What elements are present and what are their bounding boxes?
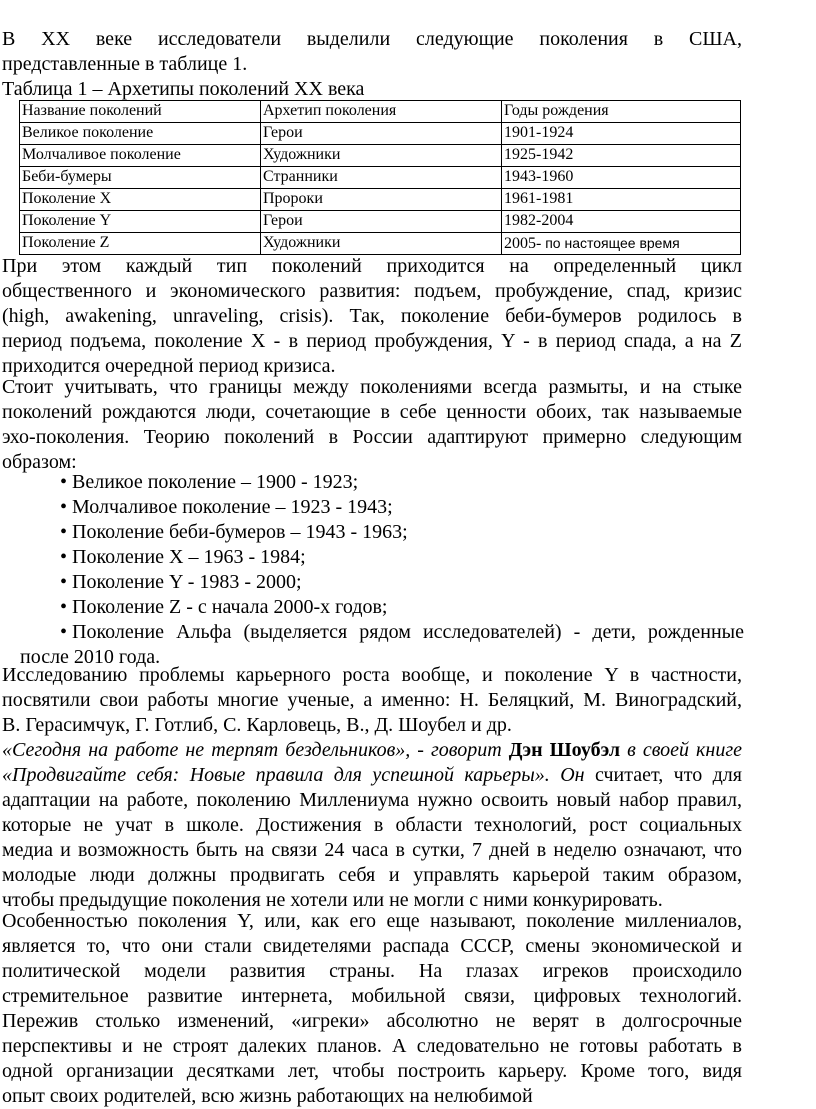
bullet-icon: •	[60, 596, 68, 618]
bullet-icon: •	[60, 471, 68, 493]
table-header-cell: Годы рождения	[502, 101, 741, 123]
text-line: период подъема, поколение X - в период пробуждения, Y - в период спада, а на Z	[2, 330, 742, 352]
quote-text: в своей книге	[620, 739, 743, 761]
text-line: одной организации десятками лет, чтобы построить карьеру. Кроме того, видя	[2, 1060, 742, 1082]
list-item: • Поколение Альфа (выделяется рядом исследователей) - дети, рожденные	[60, 621, 744, 643]
table-cell: Поколение X	[20, 189, 261, 211]
paragraph-boundaries	[2, 375, 742, 475]
generations-list	[2, 470, 744, 670]
table-cell: 1925-1942	[502, 145, 741, 167]
text-line: В. Герасимчук, Г. Готлиб, С. Карловець, В., Д. Шоубел и др.	[2, 714, 512, 736]
list-item: • Поколение X – 1963 - 1984;	[60, 546, 306, 568]
text-line: поколений рождаются люди, сочетающие в себе ценности обоих, так называемые	[2, 401, 742, 423]
text-line: общественного и экономического развития: подъем, пробуждение, спад, кризис	[2, 280, 742, 302]
list-item: • Поколение беби-бумеров – 1943 - 1963;	[60, 521, 408, 543]
text-line: политической модели развития страны. На глазах игреков происходило	[2, 960, 742, 982]
table-header-cell: Архетип поколения	[261, 101, 502, 123]
intro-line: представленные в таблице 1.	[2, 53, 248, 75]
text-line	[2, 738, 742, 763]
table-row	[20, 123, 741, 145]
table-cell: Художники	[261, 145, 502, 167]
table-cell: Поколение Y	[20, 211, 261, 233]
book-title: «Продвигайте себя: Новые правила для успешной карьеры». Он	[2, 764, 585, 786]
text-line: чтобы предыдущие поколения не хотели или не могли с ними конкурировать.	[2, 889, 663, 911]
table-cell: Художники	[261, 233, 502, 255]
table-row	[20, 167, 741, 189]
paragraph-research	[2, 663, 742, 738]
table-row	[20, 211, 741, 233]
bullet-icon: •	[60, 621, 68, 643]
list-item-continuation: после 2010 года.	[20, 646, 161, 668]
table-caption: Таблица 1 – Архетипы поколений XX века	[2, 78, 365, 100]
table-cell: 1901-1924	[502, 123, 741, 145]
years-suffix: по настоящее время	[541, 235, 680, 251]
text-line: (high, awakening, unraveling, crisis). Так, поколение беби-бумеров родилось в	[2, 305, 742, 327]
text-line: «Продвигайте себя: Новые правила для успешной карьеры». Он считает, что для	[2, 764, 742, 786]
text-line: Пережив столько изменений, «игреки» абсолютно не верят в долгосрочные	[2, 1010, 742, 1032]
table-cell: Пророки	[261, 189, 502, 211]
archetypes-table	[19, 100, 741, 255]
text-line: посвятили свои работы многие ученые, а именно: Н. Беляцкий, М. Виноградский,	[2, 689, 742, 711]
table-cell: Беби-бумеры	[20, 167, 261, 189]
bullet-icon: •	[60, 496, 68, 518]
quote-text: «Сегодня на работе не терпят бездельников», - говорит	[2, 739, 509, 761]
table-cell: 1961-1981	[502, 189, 741, 211]
table-cell: Поколение Z	[20, 233, 261, 255]
text-line: которые не учат в школе. Достижения в области технологий, рост социальных	[2, 814, 742, 836]
table-cell: 1982-2004	[502, 211, 741, 233]
list-item: • Великое поколение – 1900 - 1923;	[60, 471, 359, 493]
paragraph-generation-y	[2, 909, 742, 1109]
text-line: медиа и возможность быть на связи 24 часа в сутки, 7 дней в неделю означают, что	[2, 839, 742, 861]
text-line: перспективы и не строят далеких планов. А следовательно не готовы работать в	[2, 1035, 742, 1057]
table-cell: Странники	[261, 167, 502, 189]
text-line: опыт своих родителей, всю жизнь работающих на нелюбимой	[2, 1085, 533, 1107]
text-line: является то, что они стали свидетелями распада СССР, смены экономической и	[2, 935, 742, 957]
text-line: При этом каждый тип поколений приходится на определенный цикл	[2, 255, 742, 277]
table-header-cell: Название поколений	[20, 101, 261, 123]
list-item: • Молчаливое поколение – 1923 - 1943;	[60, 496, 393, 518]
list-item: • Поколение Z - с начала 2000-х годов;	[60, 596, 388, 618]
table-cell: Великое поколение	[20, 123, 261, 145]
text-line: адаптации на работе, поколению Миллениума нужно освоить новый набор правил,	[2, 789, 742, 811]
text-line: образом:	[2, 451, 77, 473]
intro-paragraph	[2, 27, 742, 77]
table-row	[20, 145, 741, 167]
bullet-icon: •	[60, 521, 68, 543]
table-header-row	[20, 101, 741, 123]
paragraph-cycles	[2, 254, 742, 379]
intro-line: В XX веке исследователи выделили следующие поколения в США,	[2, 28, 742, 50]
list-item: • Поколение Y - 1983 - 2000;	[60, 571, 302, 593]
table-cell: 1943-1960	[502, 167, 741, 189]
table-cell	[502, 233, 741, 255]
text-line: Исследованию проблемы карьерного роста вообще, и поколение Y в частности,	[2, 664, 742, 686]
text-line: стремительное развитие интернета, мобильной связи, цифровых технологий.	[2, 985, 742, 1007]
text-line: молодые люди должны продвигать себя и управлять карьерой таким образом,	[2, 864, 742, 886]
author-name: Дэн Шоубэл	[508, 739, 621, 761]
bullet-icon: •	[60, 546, 68, 568]
table-cell: Герои	[261, 211, 502, 233]
table-row	[20, 189, 741, 211]
bullet-icon: •	[60, 571, 68, 593]
years-start: 2005-	[504, 235, 542, 252]
text-line: Особенностью поколения Y, или, как его еще называют, поколение миллениалов,	[2, 910, 742, 932]
text-line: Стоит учитывать, что границы между поколениями всегда размыты, и на стыке	[2, 376, 742, 398]
paragraph-quote	[2, 738, 742, 913]
table-cell: Герои	[261, 123, 502, 145]
text-line: приходится очередной период кризиса.	[2, 355, 336, 377]
table-row	[20, 233, 741, 255]
table-cell: Молчаливое поколение	[20, 145, 261, 167]
text-line: эхо-поколения. Теорию поколений в России адаптируют примерно следующим	[2, 426, 742, 448]
